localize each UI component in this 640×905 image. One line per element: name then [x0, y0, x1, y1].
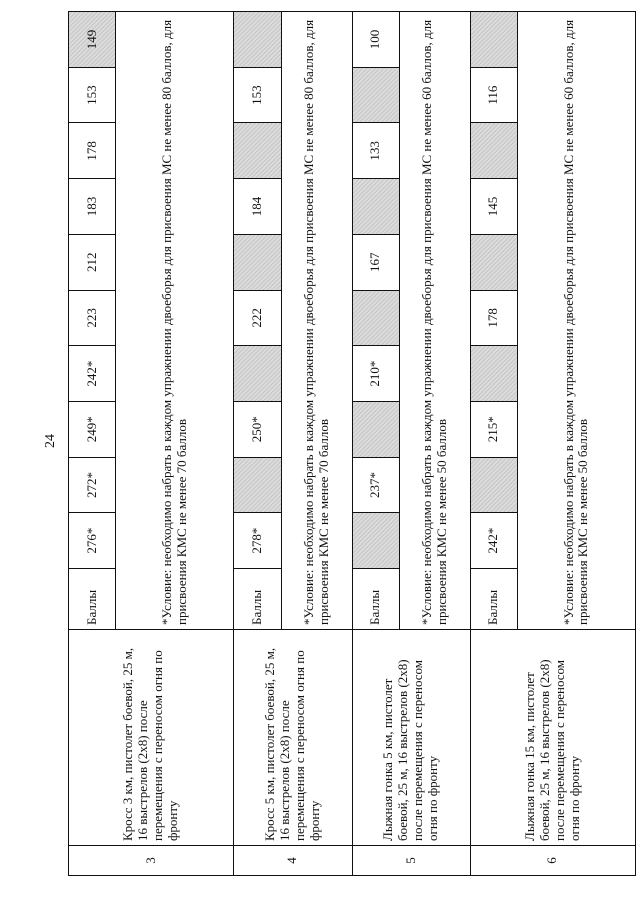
exercise-description: Лыжная гонка 5 км, пистолет боевой, 25 м, 16 выстрелов (2х8) после перемещения с переносом огня по фронту [352, 630, 470, 846]
score-cell [352, 513, 399, 569]
score-cell: 278* [234, 513, 281, 569]
score-cell [234, 457, 281, 513]
score-label: Баллы [69, 569, 116, 630]
score-cell: 153 [69, 67, 116, 123]
score-cell: 133 [352, 123, 399, 179]
row-number: 3 [69, 846, 234, 876]
score-cell [470, 457, 517, 513]
score-cell: 212 [69, 234, 116, 290]
score-cell: 215* [470, 401, 517, 457]
score-cell: 272* [69, 457, 116, 513]
row-number: 6 [470, 846, 635, 876]
condition-note: *Условие: необходимо набрать в каждом упражнении двоеборья для присвоения МС не менее 60 баллов, для присвоения КМС не менее 50 баллов [399, 12, 470, 630]
score-cell: 178 [69, 123, 116, 179]
score-cell [352, 179, 399, 235]
score-cell: 100 [352, 12, 399, 68]
table-row [470, 12, 517, 876]
score-cell: 237* [352, 457, 399, 513]
score-label: Баллы [470, 569, 517, 630]
exercise-description: Кросс 3 км, пистолет боевой, 25 м, 16 выстрелов (2х8) после перемещения с переносом огня по фронту [69, 630, 234, 846]
table-row [352, 12, 399, 876]
exercise-description: Лыжная гонка 15 км, пистолет боевой, 25 м, 16 выстрелов (2х8) после перемещения с переносом огня по фронту [470, 630, 635, 846]
score-cell: 249* [69, 401, 116, 457]
score-cell: 210* [352, 346, 399, 402]
score-cell [352, 67, 399, 123]
score-label: Баллы [234, 569, 281, 630]
score-cell: 184 [234, 179, 281, 235]
score-cell [234, 234, 281, 290]
score-cell: 242* [470, 513, 517, 569]
score-cell [470, 234, 517, 290]
score-cell [352, 401, 399, 457]
standards-table [68, 11, 636, 876]
score-cell: 167 [352, 234, 399, 290]
score-cell: 276* [69, 513, 116, 569]
score-cell [234, 346, 281, 402]
score-cell [352, 290, 399, 346]
score-cell: 149 [69, 12, 116, 68]
score-cell [470, 12, 517, 68]
condition-note: *Условие: необходимо набрать в каждом упражнении двоеборья для присвоения МС не менее 60 баллов, для присвоения КМС не менее 50 баллов [517, 12, 635, 630]
condition-note: *Условие: необходимо набрать в каждом упражнении двоеборья для присвоения МС не менее 80 баллов, для присвоения КМС не менее 70 баллов [281, 12, 352, 630]
score-cell: 183 [69, 179, 116, 235]
exercise-description: Кросс 5 км, пистолет боевой, 25 м, 16 выстрелов (2х8) после перемещения с переносом огня по фронту [234, 630, 352, 846]
score-cell: 178 [470, 290, 517, 346]
rotated-table-wrapper [68, 12, 636, 876]
condition-note: *Условие: необходимо набрать в каждом упражнении двоеборья для присвоения МС не менее 80 баллов, для присвоения КМС не менее 70 баллов [116, 12, 234, 630]
score-cell: 242* [69, 346, 116, 402]
row-number: 4 [234, 846, 352, 876]
table-row [69, 12, 116, 876]
score-cell [234, 123, 281, 179]
score-cell [470, 346, 517, 402]
score-cell: 223 [69, 290, 116, 346]
table-row [234, 12, 281, 876]
score-cell: 116 [470, 67, 517, 123]
row-number: 5 [352, 846, 470, 876]
score-cell [234, 12, 281, 68]
score-cell [470, 123, 517, 179]
page-number: 24 [43, 434, 58, 448]
score-cell: 145 [470, 179, 517, 235]
score-cell: 250* [234, 401, 281, 457]
score-cell: 153 [234, 67, 281, 123]
score-label: Баллы [352, 569, 399, 630]
score-cell: 222 [234, 290, 281, 346]
